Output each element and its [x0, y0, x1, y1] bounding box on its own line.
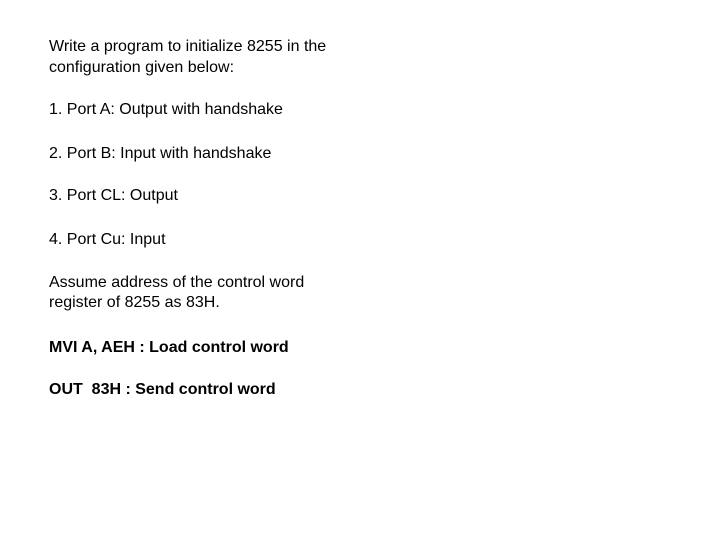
- intro-line-2: configuration given below:: [49, 59, 235, 76]
- list-item-port-cu: 4. Port Cu: Input: [49, 231, 166, 248]
- list-item-port-b: 2. Port B: Input with handshake: [49, 145, 272, 162]
- assumption-line-2: register of 8255 as 83H.: [49, 294, 220, 311]
- intro-line-1: Write a program to initialize 8255 in the: [49, 38, 327, 55]
- list-item-port-a: 1. Port A: Output with handshake: [49, 101, 283, 118]
- code-line-mvi: MVI A, AEH : Load control word: [49, 339, 289, 356]
- list-item-port-cl: 3. Port CL: Output: [49, 187, 178, 204]
- assumption-line-1: Assume address of the control word: [49, 274, 305, 291]
- code-line-out: OUT 83H : Send control word: [49, 381, 276, 398]
